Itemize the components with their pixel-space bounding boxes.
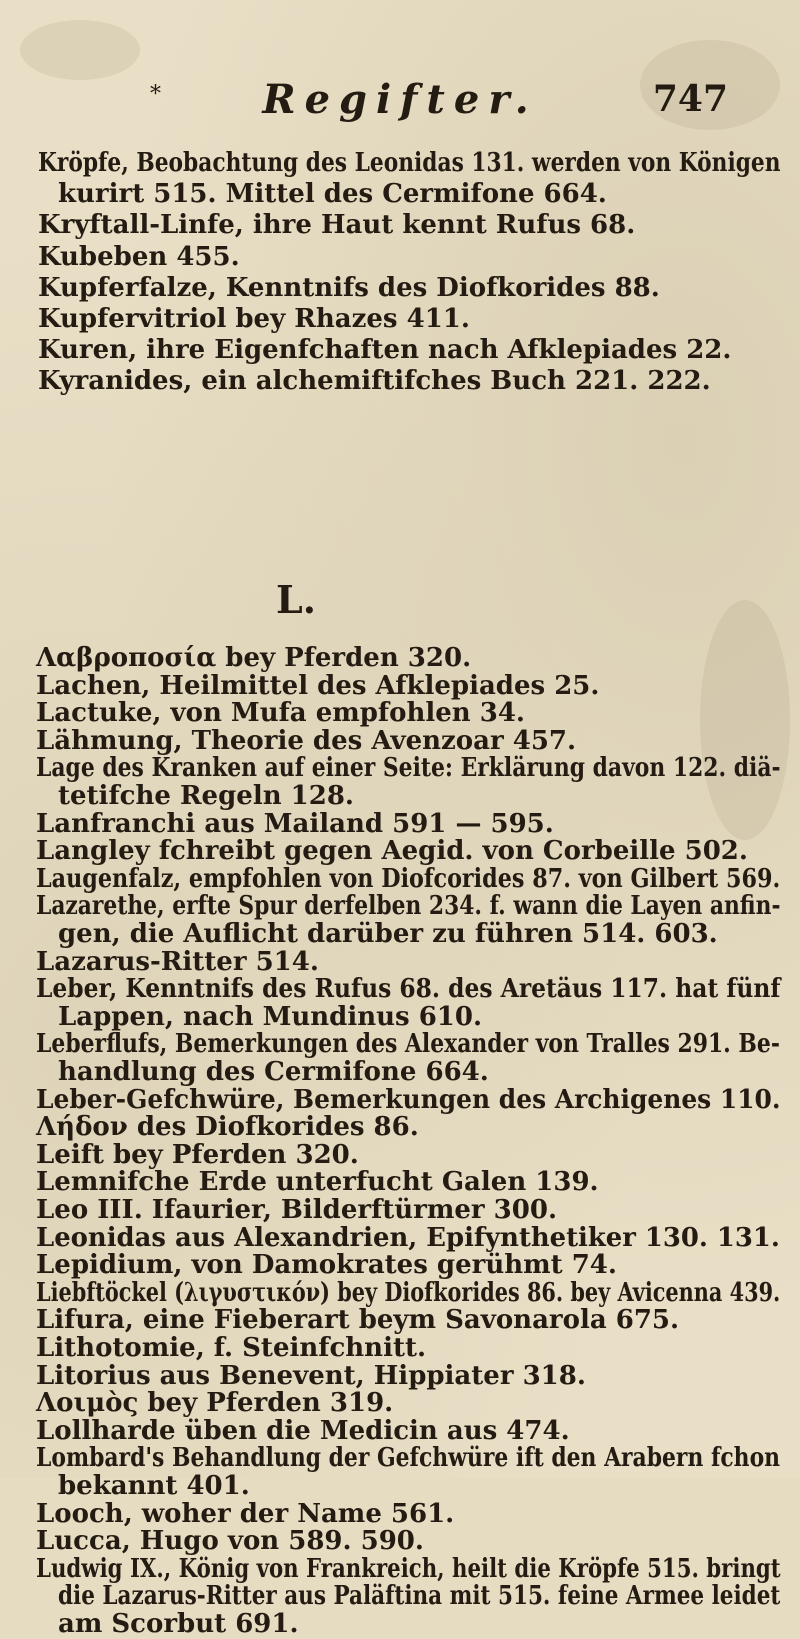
- index-entry: Lazarethe, erfte Spur derfelben 234. f. wann die Layen anfin-: [36, 891, 781, 922]
- index-entry: handlung des Cermifone 664.: [58, 1057, 489, 1087]
- index-entry: Leo III. Ifaurier, Bilderftürmer 300.: [36, 1195, 558, 1225]
- index-entry: Kupferfalze, Kenntnifs des Diofkorides 88.: [38, 272, 660, 303]
- running-title: Regifter.: [262, 76, 538, 123]
- index-entry: Lappen, nach Mundinus 610.: [58, 1001, 483, 1032]
- index-entry: Kuren, ihre Eigenfchaften nach Afklepiades 22.: [38, 335, 732, 366]
- index-entry: Λοιμὸς bey Pferden 319.: [36, 1388, 394, 1419]
- index-entry: Langley fchreibt gegen Aegid. von Corbeille 502.: [36, 836, 748, 867]
- index-entry: Lazarus-Ritter 514.: [36, 946, 319, 977]
- header-mark: *: [150, 82, 161, 107]
- index-entry: Λαβροποσία bey Pferden 320.: [36, 643, 472, 673]
- index-entry: Kupfervitriol bey Rhazes 411.: [38, 304, 470, 334]
- index-entry: Leonidas aus Alexandrien, Epifynthetiker 130. 131.: [36, 1222, 780, 1253]
- index-entry: Kyranides, ein alchemiftifches Buch 221. 222.: [38, 366, 711, 397]
- index-entry: Lollharde üben die Medicin aus 474.: [36, 1415, 570, 1446]
- index-entry: Kröpfe, Beobachtung des Leonidas 131. werden von Königen: [38, 148, 781, 178]
- index-entry: Looch, woher der Name 561.: [36, 1498, 455, 1529]
- index-entry: Lähmung, Theorie des Avenzoar 457.: [36, 725, 577, 756]
- index-entry: am Scorbut 691.: [58, 1609, 299, 1639]
- section-heading: L.: [276, 577, 316, 622]
- index-entry: Lepidium, von Damokrates gerühmt 74.: [36, 1250, 617, 1281]
- paper-stain: [700, 600, 790, 840]
- index-entry: Lucca, Hugo von 589. 590.: [36, 1526, 424, 1557]
- index-entry: Kubeben 455.: [38, 241, 240, 272]
- index-entry: tetifche Regeln 128.: [58, 781, 354, 811]
- index-entry: Liebftöckel (λιγυστικόν) bey Diofkorides 86. bey Avicenna 439.: [36, 1277, 781, 1308]
- index-entry: kurirt 515. Mittel des Cermifone 664.: [58, 179, 607, 210]
- index-entry: Lanfranchi aus Mailand 591 — 595.: [36, 808, 554, 839]
- index-entry: Lactuke, von Mufa empfohlen 34.: [36, 698, 525, 729]
- page-header: [0, 76, 800, 126]
- index-entry: die Lazarus-Ritter aus Paläftina mit 515. feine Armee leidet: [58, 1581, 781, 1612]
- index-entry: Litorius aus Benevent, Hippiater 318.: [36, 1360, 586, 1391]
- index-entry: Leber, Kenntnifs des Rufus 68. des Aretäus 117. hat fünf: [36, 974, 781, 1005]
- index-entry: Lithotomie, f. Steinfchnitt.: [36, 1333, 427, 1363]
- index-entry: Lage des Kranken auf einer Seite: Erklärung davon 122. diä-: [36, 753, 781, 784]
- index-entry: Ludwig IX., König von Frankreich, heilt die Kröpfe 515. bringt: [36, 1553, 781, 1584]
- index-entry: Lifura, eine Fieberart beym Savonarola 675.: [36, 1305, 680, 1336]
- index-entry: gen, die Auflicht darüber zu führen 514. 603.: [58, 919, 718, 949]
- index-entry: Lombard's Behandlung der Gefchwüre ift den Arabern fchon: [36, 1443, 781, 1474]
- index-entry: Lachen, Heilmittel des Afklepiades 25.: [36, 670, 600, 701]
- index-entry: Lemnifche Erde unterfucht Galen 139.: [36, 1167, 599, 1198]
- index-entry: Laugenfalz, empfohlen von Diofcorides 87. von Gilbert 569.: [36, 863, 781, 894]
- page-number: 747: [652, 78, 728, 120]
- index-entry: Leberflufs, Bemerkungen des Alexander von Tralles 291. Be-: [36, 1029, 780, 1060]
- paper-stain: [20, 20, 140, 80]
- index-entry: Leber-Gefchwüre, Bemerkungen des Archigenes 110.: [36, 1084, 781, 1115]
- index-entry: Λήδον des Diofkorides 86.: [36, 1112, 419, 1143]
- index-entry: Leift bey Pferden 320.: [36, 1139, 359, 1170]
- index-entry: Kryftall-Linfe, ihre Haut kennt Rufus 68.: [38, 210, 636, 241]
- index-entry: bekannt 401.: [58, 1471, 250, 1501]
